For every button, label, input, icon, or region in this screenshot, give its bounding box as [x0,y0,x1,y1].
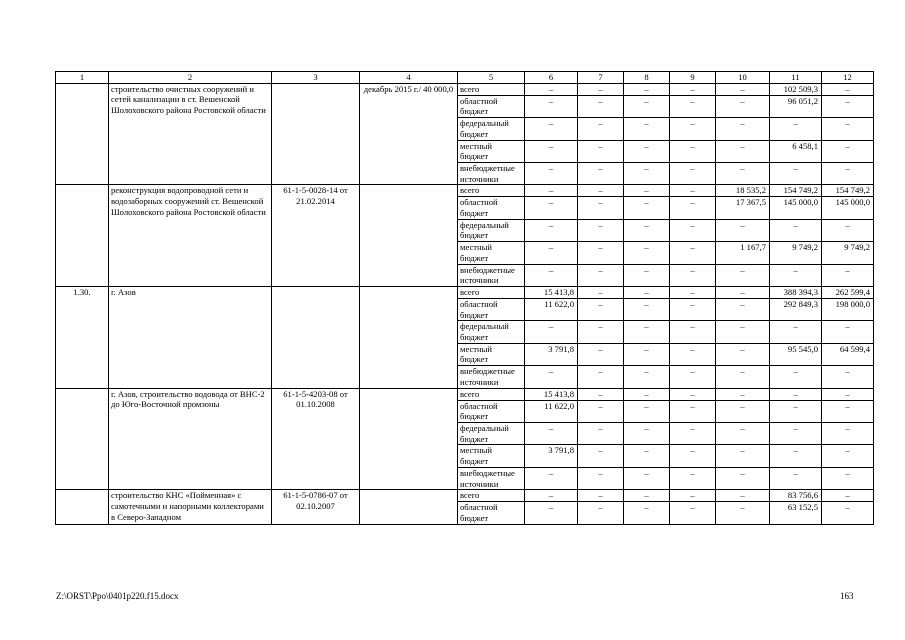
value-cell: – [770,467,822,489]
value-cell: – [822,467,874,489]
value-cell: – [822,219,874,241]
value-cell: – [822,95,874,117]
value-cell: – [525,264,578,286]
value-cell: – [578,400,624,422]
object-name: г. Азов, строительство водовода от ВНС-2 до Юго-Восточной промзоны [109,388,272,490]
value-cell: – [822,162,874,184]
value-cell: – [525,162,578,184]
value-cell: – [525,83,578,95]
value-cell: – [624,445,670,467]
table-row [56,490,874,502]
column-header: 11 [770,72,822,84]
value-cell: – [624,366,670,388]
value-cell: 96 051,2 [770,95,822,117]
value-cell: 102 509,3 [770,83,822,95]
value-cell: – [624,422,670,444]
value-cell: 18 535,2 [716,185,770,197]
value-cell: – [578,422,624,444]
value-cell: – [624,298,670,320]
value-cell: 63 152,5 [770,502,822,524]
value-cell: – [525,490,578,502]
value-cell: 388 394,3 [770,286,822,298]
row-number: 1.30. [56,286,109,388]
funding-source: внебюджетные источники [458,366,525,388]
funding-source: областной бюджет [458,95,525,117]
value-cell: – [578,162,624,184]
row-number [56,185,109,287]
value-cell: – [624,118,670,140]
value-cell: – [770,366,822,388]
row-number [56,490,109,524]
value-cell: – [578,83,624,95]
value-cell: – [822,400,874,422]
row-number [56,83,109,185]
value-cell: – [525,95,578,117]
value-cell: – [624,185,670,197]
funding-source: всего [458,490,525,502]
value-cell: – [578,197,624,219]
value-cell: – [624,242,670,264]
value-cell: – [670,321,716,343]
table-row [56,388,874,400]
value-cell: 15 413,8 [525,286,578,298]
value-cell: – [578,445,624,467]
value-cell: – [716,502,770,524]
column-header: 3 [272,72,360,84]
value-cell: 64 599,4 [822,343,874,365]
value-cell: – [770,162,822,184]
value-cell: – [624,467,670,489]
value-cell: – [822,140,874,162]
value-cell: 3 791,8 [525,445,578,467]
funding-source: всего [458,185,525,197]
value-cell: – [578,264,624,286]
column-header: 9 [670,72,716,84]
value-cell: – [624,490,670,502]
funding-source: областной бюджет [458,502,525,524]
value-cell: 6 458,1 [770,140,822,162]
value-cell: – [525,502,578,524]
value-cell: 3 791,8 [525,343,578,365]
value-cell: – [822,366,874,388]
value-cell: 292 849,3 [770,298,822,320]
value-cell: – [770,118,822,140]
value-cell: – [525,366,578,388]
header-row [56,72,874,84]
table-row [56,83,874,95]
value-cell: – [716,95,770,117]
funding-source: местный бюджет [458,140,525,162]
funding-source: местный бюджет [458,445,525,467]
value-cell: – [624,502,670,524]
value-cell: – [716,286,770,298]
value-cell: – [670,197,716,219]
value-cell: – [822,264,874,286]
value-cell: – [525,467,578,489]
value-cell: – [670,140,716,162]
column-header: 7 [578,72,624,84]
file-path: Z:\ORST\Ppo\0401p220.f15.docx [56,591,179,601]
column-header: 5 [458,72,525,84]
value-cell: – [578,343,624,365]
value-cell: 15 413,8 [525,388,578,400]
value-cell: – [716,343,770,365]
value-cell: – [525,242,578,264]
funding-source: федеральный бюджет [458,321,525,343]
period-cost: декабрь 2015 г./ 40 000,0 [360,83,458,185]
value-cell: – [716,388,770,400]
funding-source: всего [458,83,525,95]
value-cell: – [525,422,578,444]
value-cell: – [578,95,624,117]
value-cell: – [670,298,716,320]
value-cell: – [624,343,670,365]
value-cell: – [670,502,716,524]
value-cell: – [670,95,716,117]
document-number: 61-1-5-0786-07 от 02.10.2007 [272,490,360,524]
value-cell: – [525,118,578,140]
value-cell: – [624,83,670,95]
value-cell: – [716,83,770,95]
value-cell: 145 000,0 [822,197,874,219]
value-cell: – [770,219,822,241]
value-cell: – [822,388,874,400]
funding-source: областной бюджет [458,197,525,219]
value-cell: – [525,185,578,197]
value-cell: – [624,264,670,286]
value-cell: 9 749,2 [770,242,822,264]
budget-table [55,71,874,525]
funding-source: федеральный бюджет [458,118,525,140]
value-cell: – [525,197,578,219]
value-cell: 145 000,0 [770,197,822,219]
value-cell: – [822,502,874,524]
funding-source: федеральный бюджет [458,422,525,444]
funding-source: областной бюджет [458,400,525,422]
value-cell: – [770,264,822,286]
value-cell: – [578,366,624,388]
value-cell: – [716,321,770,343]
value-cell: – [770,388,822,400]
funding-source: всего [458,286,525,298]
column-header: 2 [109,72,272,84]
value-cell: – [578,321,624,343]
value-cell: – [578,185,624,197]
value-cell: – [670,467,716,489]
value-cell: – [716,118,770,140]
value-cell: – [578,286,624,298]
value-cell: – [770,422,822,444]
value-cell: – [578,490,624,502]
value-cell: – [670,264,716,286]
value-cell: – [578,502,624,524]
table-row [56,185,874,197]
value-cell: – [624,140,670,162]
value-cell: – [624,95,670,117]
value-cell: – [822,118,874,140]
value-cell: 11 622,0 [525,298,578,320]
funding-source: внебюджетные источники [458,264,525,286]
value-cell: – [525,219,578,241]
value-cell: – [770,445,822,467]
value-cell: – [716,400,770,422]
value-cell: – [670,219,716,241]
value-cell: 198 000,0 [822,298,874,320]
period-cost [360,286,458,388]
column-header: 12 [822,72,874,84]
object-name: г. Азов [109,286,272,388]
value-cell: 1 167,7 [716,242,770,264]
value-cell: – [624,321,670,343]
funding-source: федеральный бюджет [458,219,525,241]
object-name: строительство очистных сооружений и сетей канализации в ст. Вешенской Шолоховского района Ростовской области [109,83,272,185]
value-cell: – [670,118,716,140]
column-header: 4 [360,72,458,84]
period-cost [360,388,458,490]
value-cell: – [822,490,874,502]
value-cell: – [624,400,670,422]
value-cell: – [578,219,624,241]
value-cell: – [624,286,670,298]
value-cell: – [578,118,624,140]
value-cell: – [624,162,670,184]
value-cell: – [716,422,770,444]
value-cell: – [670,185,716,197]
value-cell: – [624,197,670,219]
document-number: 61-1-5-0028-14 от 21.02.2014 [272,185,360,287]
funding-source: местный бюджет [458,242,525,264]
value-cell: – [716,219,770,241]
funding-source: внебюджетные источники [458,162,525,184]
period-cost [360,490,458,524]
value-cell: – [716,490,770,502]
value-cell: – [670,388,716,400]
value-cell: – [525,140,578,162]
value-cell: – [716,298,770,320]
value-cell: – [716,366,770,388]
value-cell: – [624,219,670,241]
value-cell: – [670,366,716,388]
value-cell: – [822,83,874,95]
value-cell: – [578,298,624,320]
document-number [272,286,360,388]
column-header: 1 [56,72,109,84]
column-header: 10 [716,72,770,84]
value-cell: – [670,343,716,365]
value-cell: – [716,162,770,184]
value-cell: – [578,242,624,264]
value-cell: – [770,321,822,343]
funding-source: всего [458,388,525,400]
value-cell: – [670,400,716,422]
value-cell: – [822,422,874,444]
value-cell: – [822,321,874,343]
value-cell: 17 367,5 [716,197,770,219]
value-cell: 154 749,2 [822,185,874,197]
value-cell: – [578,140,624,162]
value-cell: – [770,400,822,422]
funding-source: областной бюджет [458,298,525,320]
value-cell: – [670,242,716,264]
value-cell: – [578,388,624,400]
value-cell: – [525,321,578,343]
period-cost [360,185,458,287]
column-header: 8 [624,72,670,84]
value-cell: – [670,490,716,502]
value-cell: 11 622,0 [525,400,578,422]
value-cell: – [670,445,716,467]
row-number [56,388,109,490]
page-number: 163 [840,591,854,601]
object-name: строительство КНС «Пойменная» с самотечными и напорными коллекторами в Северо-Западном [109,490,272,524]
document-number: 61-1-5-4203-08 от 01.10.2008 [272,388,360,490]
value-cell: 9 749,2 [822,242,874,264]
value-cell: 154 749,2 [770,185,822,197]
funding-source: внебюджетные источники [458,467,525,489]
table-row [56,286,874,298]
value-cell: – [716,264,770,286]
value-cell: – [670,286,716,298]
value-cell: 95 545,0 [770,343,822,365]
value-cell: – [670,162,716,184]
value-cell: – [624,388,670,400]
value-cell: – [670,422,716,444]
object-name: реконструкция водопроводной сети и водозаборных сооружений ст. Вешенской Шолоховского района Ростовской области [109,185,272,287]
document-number [272,83,360,185]
value-cell: – [670,83,716,95]
value-cell: 83 756,6 [770,490,822,502]
column-header: 6 [525,72,578,84]
value-cell: – [822,445,874,467]
value-cell: – [716,445,770,467]
value-cell: – [716,467,770,489]
value-cell: – [578,467,624,489]
funding-source: местный бюджет [458,343,525,365]
value-cell: – [716,140,770,162]
value-cell: 262 599,4 [822,286,874,298]
